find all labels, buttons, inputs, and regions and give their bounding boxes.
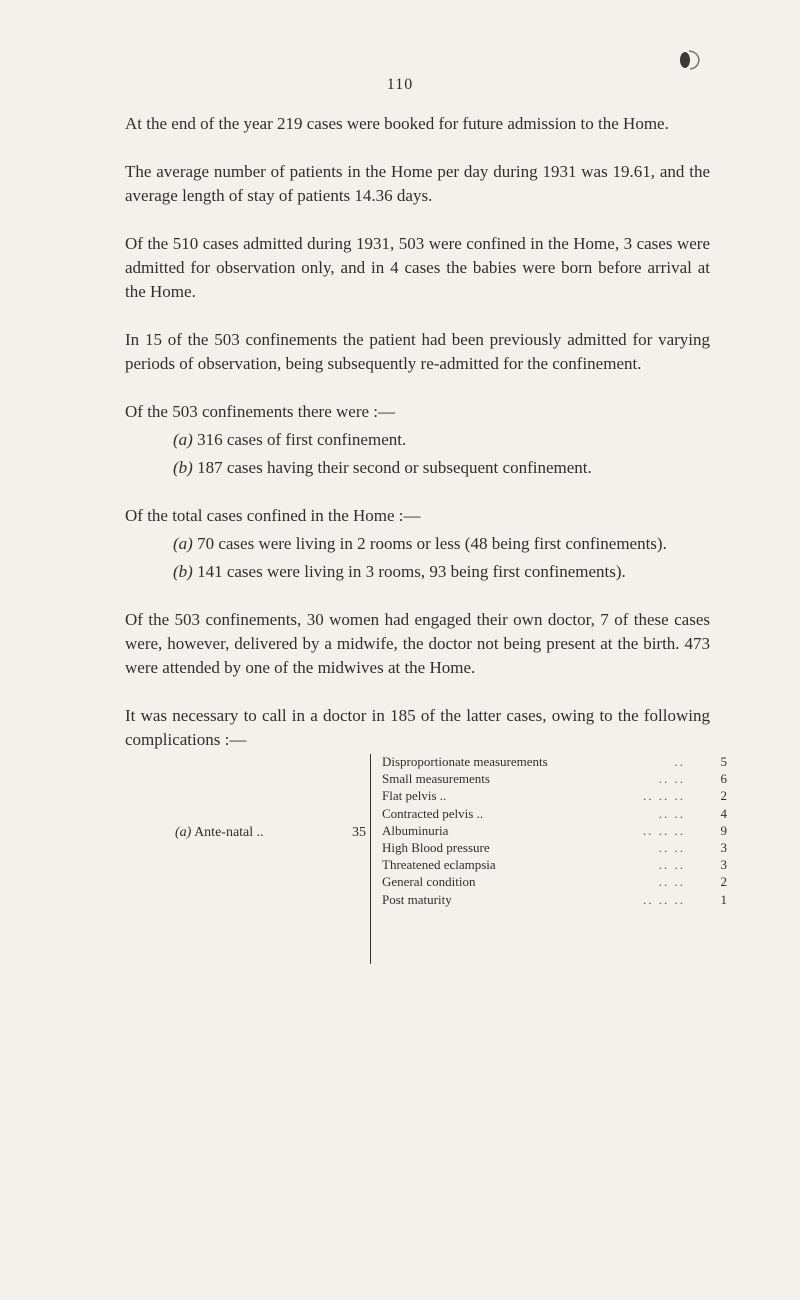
list-item-label: (a): [173, 430, 193, 449]
paragraph-booked: At the end of the year 219 cases were booked for future admission to the Home.: [125, 114, 669, 133]
group-total: 35: [352, 825, 366, 840]
rooms-list: [125, 504, 710, 584]
paragraph-admitted: Of the 510 cases admitted during 1931, 503 were confined in the Home, 3 cases were admitted for observation only, and in 4 cases the babies were born before arrival at the Home.: [125, 234, 710, 301]
list-item-text: 141 cases were living in 3 rooms, 93 being first confinements).: [197, 562, 626, 581]
complication-value: 5: [720, 754, 727, 769]
page-number: 110: [386, 76, 414, 93]
list-item-text: 70 cases were living in 2 rooms or less (48 being first confinements).: [197, 534, 667, 553]
complication-value: 3: [720, 857, 727, 873]
brace-line: [370, 754, 377, 964]
leader-dots: .. .. ..: [643, 788, 685, 804]
table-row: [382, 822, 727, 839]
complication-name: General condition: [382, 874, 476, 890]
complication-value: 6: [720, 771, 727, 787]
complication-value: 4: [720, 805, 727, 821]
list-item: [125, 532, 710, 556]
table-row: [382, 805, 727, 822]
complication-name: Post maturity: [382, 891, 452, 907]
paragraph-doctor: Of the 503 confinements, 30 women had engaged their own doctor, 7 of these cases were, however, delivered by a midwife, the doctor not being present at the birth. 473 were attended by one of the midwives at the Home.: [125, 610, 710, 677]
list-item: [125, 456, 710, 480]
complication-name: Albuminuria: [382, 822, 449, 838]
group-label: [175, 824, 264, 841]
leader-dots: .. ..: [658, 839, 685, 855]
complication-items: [382, 753, 727, 908]
group-letter: (a): [175, 825, 192, 840]
list-item: [125, 560, 710, 584]
leader-dots: .. .. ..: [643, 891, 685, 907]
leader-dots: ..: [674, 754, 685, 769]
complication-value: 9: [720, 822, 727, 838]
leader-dots: .. ..: [658, 771, 685, 787]
confinements-list: [125, 400, 710, 480]
complication-value: 1: [720, 891, 727, 907]
table-row: [382, 753, 727, 770]
complication-value: 2: [720, 788, 727, 804]
complication-name: Small measurements: [382, 771, 490, 787]
table-row: [382, 839, 727, 856]
table-row: [382, 873, 727, 890]
paragraph-average: The average number of patients in the Home per day during 1931 was 19.61, and the average length of stay of patients 14.36 days.: [125, 162, 710, 205]
paragraph-readmitted: In 15 of the 503 confinements the patient had been previously admitted for varying periods of observation, being subsequently re-admitted for the confinement.: [125, 330, 710, 373]
complication-name: Threatened eclampsia: [382, 857, 496, 873]
complication-name: High Blood pressure: [382, 839, 490, 855]
complication-name: Disproportionate measurements: [382, 754, 548, 769]
group-name: Ante-natal: [194, 825, 254, 840]
list-item-label: (a): [173, 534, 193, 553]
list-item-label: (b): [173, 562, 193, 581]
table-row: [382, 770, 727, 787]
list-intro: Of the 503 confinements there were :—: [125, 402, 396, 421]
ink-blot-mark: [676, 46, 702, 72]
table-row: [382, 891, 727, 908]
body-text: [125, 112, 710, 776]
paragraph-necessary: It was necessary to call in a doctor in 185 of the latter cases, owing to the following complications :—: [125, 706, 710, 749]
complication-name: Flat pelvis ..: [382, 788, 447, 804]
list-intro: Of the total cases confined in the Home :—: [125, 506, 421, 525]
list-item: [125, 428, 710, 452]
list-item-text: 316 cases of first confinement.: [197, 430, 407, 449]
leader-dots: .. ..: [658, 874, 685, 890]
group-dots: ..: [256, 825, 264, 840]
complications-table: [125, 750, 725, 980]
table-row: [382, 787, 727, 804]
leader-dots: .. ..: [658, 805, 685, 821]
complication-value: 2: [720, 874, 727, 890]
leader-dots: .. .. ..: [643, 822, 685, 838]
table-row: [382, 856, 727, 873]
leader-dots: .. ..: [658, 857, 685, 873]
complication-value: 3: [720, 839, 727, 855]
list-item-label: (b): [173, 458, 193, 477]
list-item-text: 187 cases having their second or subsequent confinement.: [197, 458, 592, 477]
complication-name: Contracted pelvis ..: [382, 805, 484, 821]
